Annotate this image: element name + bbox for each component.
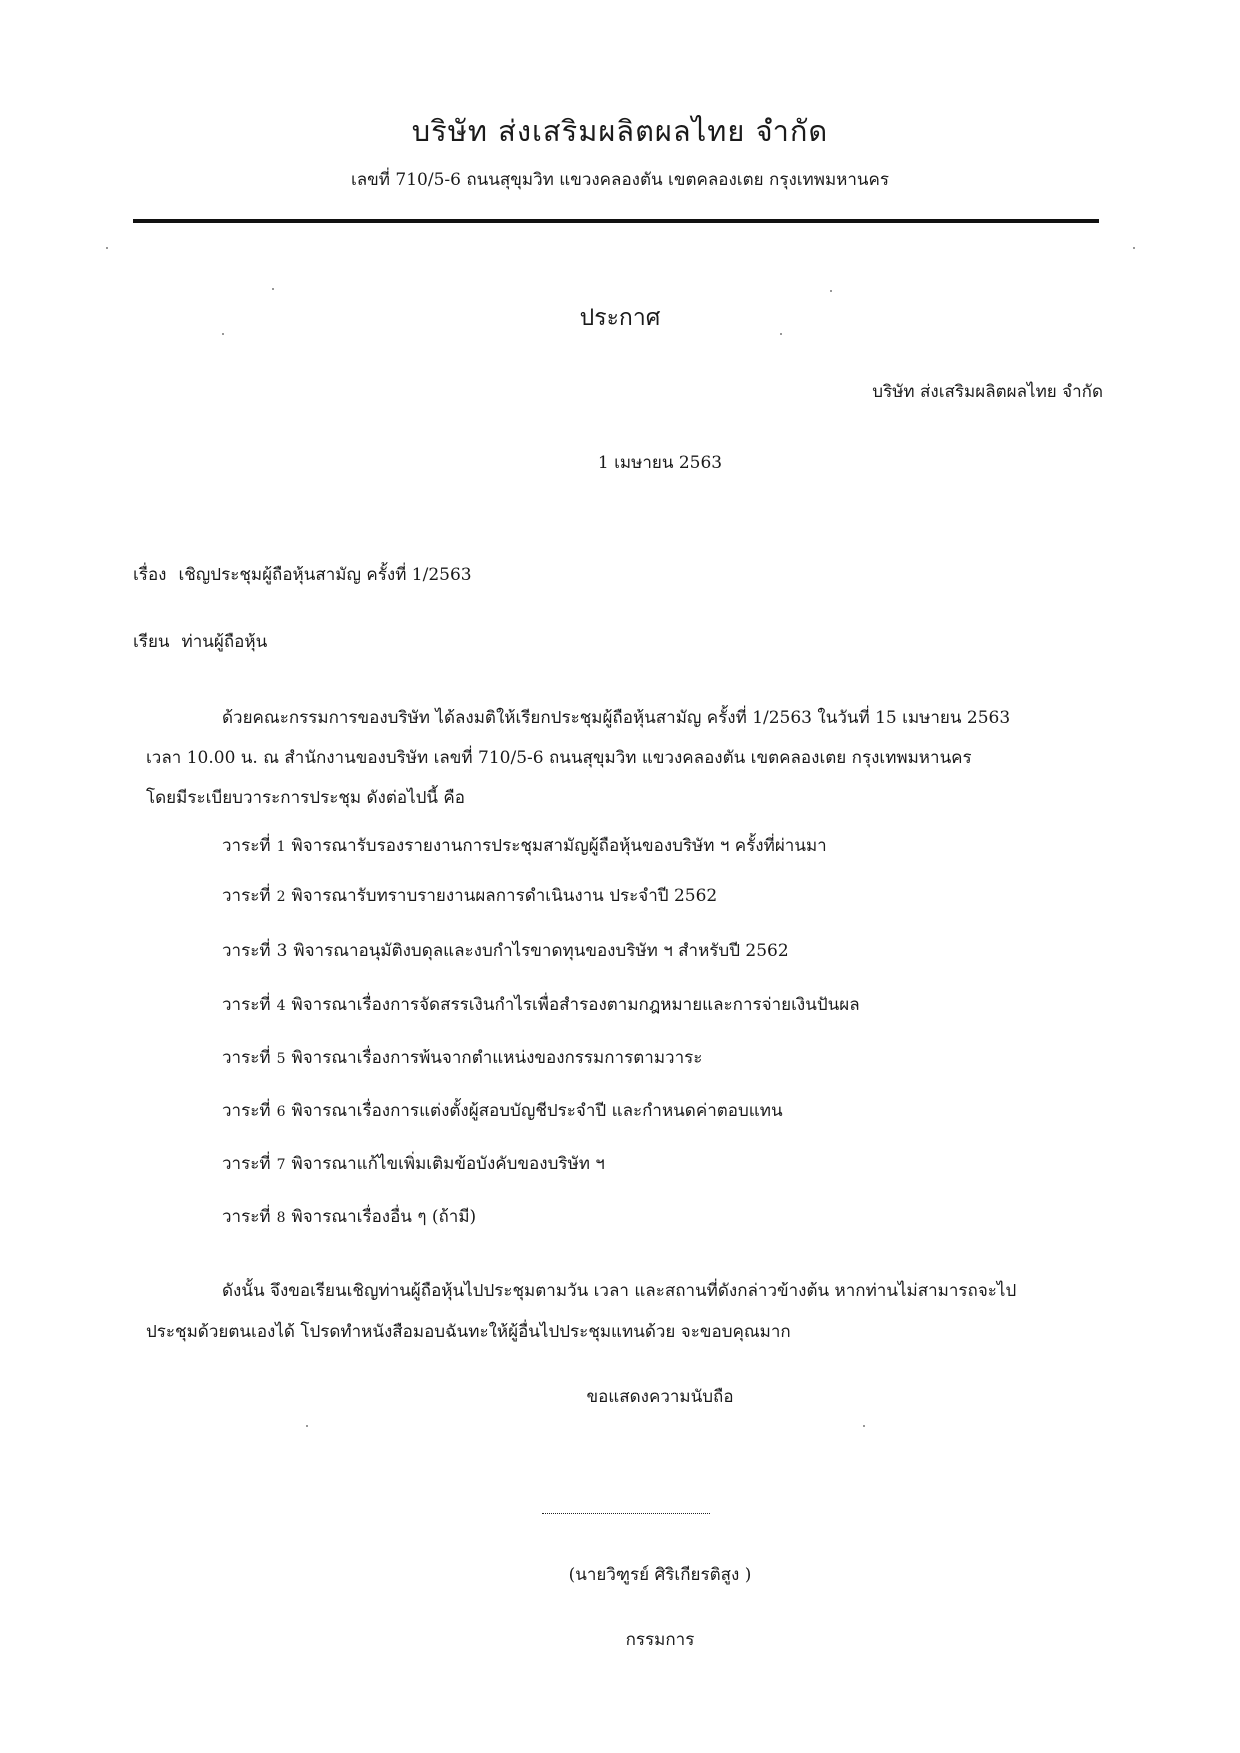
document-date: 1 เมษายน 2563 bbox=[597, 453, 723, 473]
agenda-number: 4 bbox=[276, 998, 286, 1014]
subject-text: เชิญประชุมผู้ถือหุ้นสามัญ ครั้งที่ 1/2563 bbox=[178, 565, 472, 585]
agenda-item-1 bbox=[222, 832, 827, 859]
agenda-label: วาระที่ bbox=[222, 1101, 271, 1121]
agenda-label: วาระที่ bbox=[222, 1207, 271, 1227]
agenda-label: วาระที่ bbox=[222, 995, 271, 1015]
agenda-text: พิจารณาเรื่องการแต่งตั้งผู้สอบบัญชีประจำปี และกำหนดค่าตอบแทน bbox=[291, 1101, 783, 1121]
body-paragraph-2-line-2: ประชุมด้วยตนเองได้ โปรดทำหนังสือมอบฉันทะให้ผู้อื่นไปประชุมแทนด้วย จะขอบคุณมาก bbox=[146, 1322, 791, 1342]
agenda-item-8 bbox=[222, 1203, 476, 1230]
document-title: ประกาศ bbox=[579, 305, 661, 331]
scan-speck bbox=[1133, 247, 1135, 249]
agenda-number: 2 bbox=[276, 889, 286, 905]
signer-position: กรรมการ bbox=[625, 1630, 695, 1650]
scan-speck bbox=[222, 333, 224, 335]
agenda-label: วาระที่ bbox=[222, 1154, 271, 1174]
company-address: เลขที่ 710/5-6 ถนนสุขุมวิท แขวงคลองตัน เขตคลองเตย กรุงเทพมหานคร bbox=[350, 170, 890, 190]
agenda-text: พิจารณาแก้ไขเพิ่มเติมข้อบังคับของบริษัท ฯ bbox=[291, 1154, 605, 1174]
agenda-item-7 bbox=[222, 1150, 605, 1177]
company-name: บริษัท ส่งเสริมผลิตผลไทย จำกัด bbox=[411, 114, 829, 148]
agenda-number: 8 bbox=[276, 1210, 286, 1226]
agenda-item-3 bbox=[222, 937, 789, 964]
salutation-text: ท่านผู้ถือหุ้น bbox=[181, 632, 268, 652]
letterhead-divider bbox=[133, 219, 1099, 223]
agenda-text: พิจารณาเรื่องอื่น ๆ (ถ้ามี) bbox=[291, 1207, 477, 1227]
subject-label: เรื่อง bbox=[133, 565, 167, 585]
agenda-label: วาระที่ bbox=[222, 886, 271, 906]
agenda-number: 5 bbox=[276, 1051, 286, 1067]
agenda-number: 1 bbox=[276, 839, 286, 855]
agenda-item-4 bbox=[222, 991, 860, 1018]
agenda-label: วาระที่ bbox=[222, 941, 271, 961]
body-paragraph-2-line-1: ดังนั้น จึงขอเรียนเชิญท่านผู้ถือหุ้นไปประชุมตามวัน เวลา และสถานที่ดังกล่าวข้างต้น หากท่านไม่สามารถจะไป bbox=[222, 1281, 1017, 1301]
agenda-item-6 bbox=[222, 1097, 783, 1124]
agenda-label: วาระที่ bbox=[222, 1048, 271, 1068]
agenda-item-5 bbox=[222, 1044, 702, 1071]
body-paragraph-1-line-3: โดยมีระเบียบวาระการประชุม ดังต่อไปนี้ คือ bbox=[146, 788, 466, 808]
salutation-label: เรียน bbox=[133, 632, 170, 652]
agenda-number: 6 bbox=[276, 1104, 286, 1120]
body-paragraph-1-line-1: ด้วยคณะกรรมการของบริษัท ได้ลงมติให้เรียกประชุมผู้ถือหุ้นสามัญ ครั้งที่ 1/2563 ในวันที่ 15 เมษายน 2563 bbox=[222, 708, 1011, 728]
agenda-text: พิจารณาอนุมัติงบดุลและงบกำไรขาดทุนของบริษัท ฯ สำหรับปี 2562 bbox=[293, 941, 789, 961]
issuer-name: บริษัท ส่งเสริมผลิตผลไทย จำกัด bbox=[872, 382, 1103, 402]
agenda-text: พิจารณาเรื่องการจัดสรรเงินกำไรเพื่อสำรองตามกฎหมายและการจ่ายเงินปันผล bbox=[291, 995, 860, 1015]
scan-speck bbox=[863, 1425, 865, 1427]
signature-line bbox=[542, 1513, 710, 1514]
scan-speck bbox=[306, 1425, 308, 1427]
scan-speck bbox=[780, 333, 782, 335]
scan-speck bbox=[830, 290, 832, 292]
salutation-line bbox=[133, 628, 267, 655]
signer-name: (นายวิฑูรย์ ศิริเกียรติสูง ) bbox=[568, 1565, 752, 1585]
closing-phrase: ขอแสดงความนับถือ bbox=[586, 1387, 734, 1407]
subject-line bbox=[133, 561, 472, 588]
scan-speck bbox=[106, 247, 108, 249]
body-paragraph-1-line-2: เวลา 10.00 น. ณ สำนักงานของบริษัท เลขที่ 710/5-6 ถนนสุขุมวิท แขวงคลองตัน เขตคลองเตย กรุงเทพมหานคร bbox=[146, 748, 972, 768]
agenda-number: 3 bbox=[276, 941, 288, 961]
agenda-label: วาระที่ bbox=[222, 836, 271, 856]
agenda-item-2 bbox=[222, 882, 717, 909]
agenda-text: พิจารณารับทราบรายงานผลการดำเนินงาน ประจำปี 2562 bbox=[291, 886, 718, 906]
agenda-number: 7 bbox=[276, 1157, 286, 1173]
scan-speck bbox=[272, 288, 274, 290]
agenda-text: พิจารณารับรองรายงานการประชุมสามัญผู้ถือหุ้นของบริษัท ฯ ครั้งที่ผ่านมา bbox=[291, 836, 827, 856]
agenda-text: พิจารณาเรื่องการพ้นจากตำแหน่งของกรรมการตามวาระ bbox=[291, 1048, 703, 1068]
